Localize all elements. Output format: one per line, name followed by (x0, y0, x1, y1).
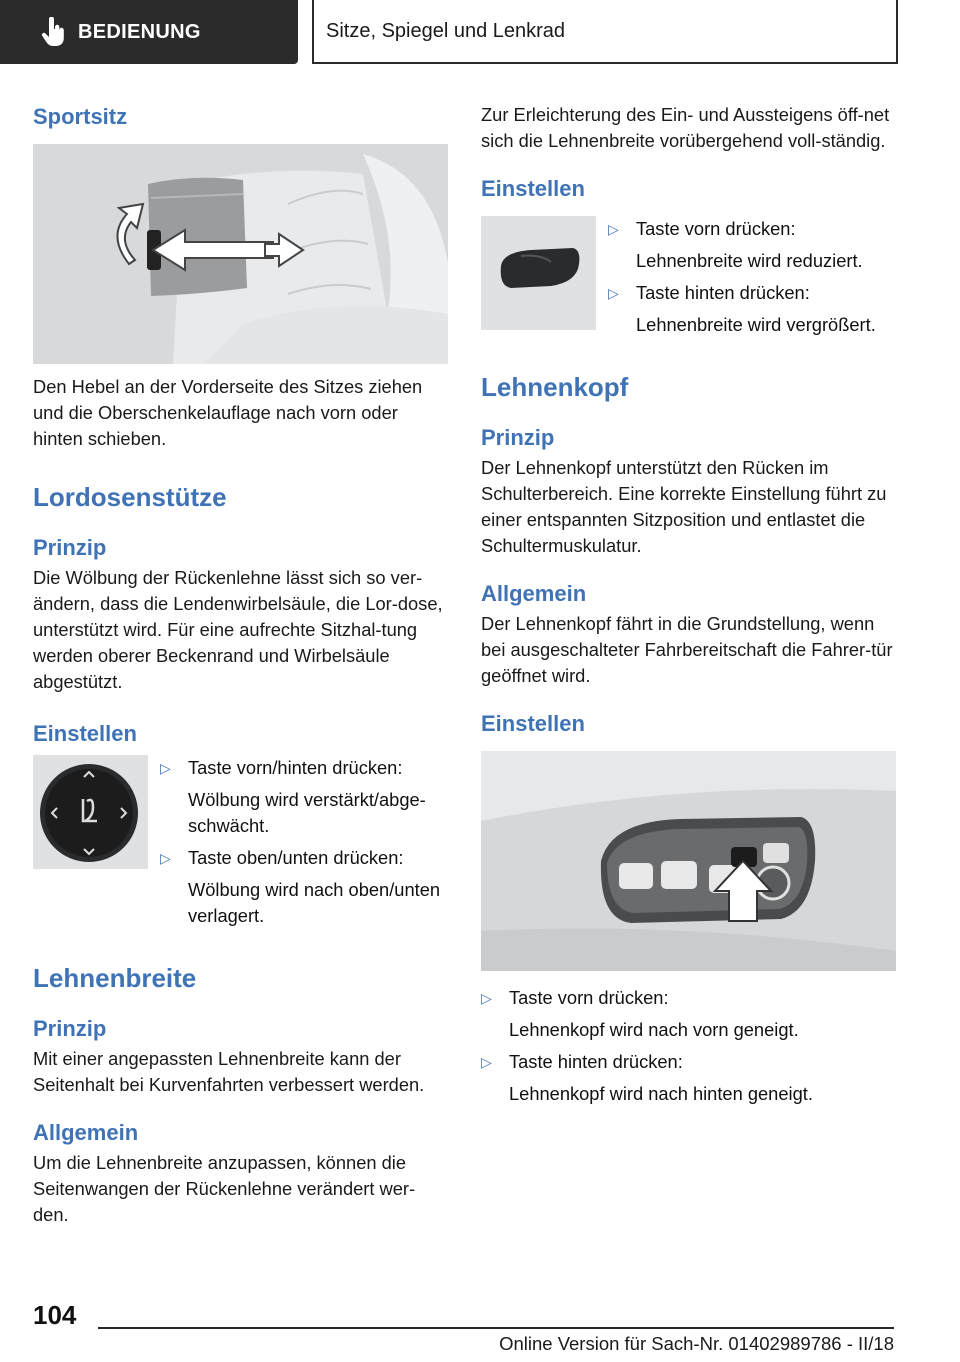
lehnenbreite-prinzip-heading: Prinzip (33, 1016, 107, 1041)
sportsitz-text: Den Hebel an der Vorderseite des Sitzes ziehen und die Oberschenkelauflage nach vorn oder hinten schieben. (33, 376, 423, 449)
list-item (608, 280, 896, 306)
bullet-detail: Lehnenkopf wird nach vorn geneigt. (509, 1019, 799, 1040)
section-label: BEDIENUNG (78, 20, 201, 43)
footer-divider (98, 1327, 894, 1329)
bullet-triangle-icon: ▷ (608, 221, 619, 237)
bullet-detail: Lehnenbreite wird vergrößert. (636, 314, 876, 335)
bullet-label: Taste oben/unten drücken: (188, 847, 404, 868)
lehnenkopf-allgemein-text: Der Lehnenkopf fährt in die Grundstellung, wenn bei ausgeschalteter Fahrbereitschaft die Fahrer‐tür geöffnet wird. (481, 613, 893, 686)
lordose-bullets (160, 755, 448, 929)
bullet-triangle-icon: ▷ (481, 990, 492, 1006)
breite-bullets (608, 216, 896, 338)
lehnenbreite-prinzip-text: Mit einer angepassten Lehnenbreite kann der Seitenhalt bei Kurvenfahrten verbessert werden. (33, 1048, 425, 1095)
lehnenbreite-allgemein-text: Um die Lehnenbreite anzupassen, können die Seitenwangen der Rückenlehne verändert wer‐den. (33, 1152, 416, 1225)
bullet-label: Taste vorn drücken: (509, 987, 669, 1008)
bullet-label: Taste hinten drücken: (636, 282, 810, 303)
bullet-detail: Wölbung wird nach oben/unten verlagert. (188, 879, 441, 926)
lehnenkopf-einstellen-heading: Einstellen (481, 711, 585, 736)
lordose-einstellen-heading: Einstellen (33, 721, 137, 746)
intro-text: Zur Erleichterung des Ein- und Aussteigens öff‐net sich die Lehnenbreite vorübergehend voll‐ständig. (481, 104, 890, 151)
left-column (33, 96, 448, 1228)
bullet-detail: Lehnenbreite wird reduziert. (636, 250, 863, 271)
breite-einstellen-heading: Einstellen (481, 176, 585, 201)
sportsitz-photo (33, 144, 448, 364)
bullet-triangle-icon: ▷ (481, 1054, 492, 1070)
list-item (608, 216, 896, 242)
bullet-label: Taste vorn/hinten drücken: (188, 757, 403, 778)
lordose-einstellen-block (33, 755, 448, 929)
lordose-prinzip-heading: Prinzip (33, 535, 107, 560)
sportsitz-heading: Sportsitz (33, 104, 128, 129)
lordose-prinzip-text: Die Wölbung der Rückenlehne lässt sich so ver‐ändern, dass die Lendenwirbelsäule, die Lor‐dose, unterstützt wird. Für eine aufrechte Sitzhal‐tung werden oberer Beckenrand und Wirbelsäule abgestützt. (33, 567, 443, 692)
bullet-label: Taste hinten drücken: (509, 1051, 683, 1072)
lehnenkopf-bullets (481, 985, 896, 1107)
lordose-heading: Lordosenstütze (33, 482, 227, 512)
online-version-text: Online Version für Sach-Nr. 01402989786 - II/18 (499, 1333, 894, 1354)
chapter-title: Sitze, Spiegel und Lenkrad (326, 19, 566, 42)
bullet-triangle-icon: ▷ (160, 850, 171, 866)
chapter-tab (312, 0, 898, 64)
lordose-switch-image (33, 755, 148, 869)
page-header (0, 0, 960, 66)
list-item (160, 845, 448, 871)
bullet-triangle-icon: ▷ (608, 285, 619, 301)
bullet-label: Taste vorn drücken: (636, 218, 796, 239)
bullet-detail: Wölbung wird verstärkt/abge‐schwächt. (188, 789, 426, 836)
right-column (481, 96, 896, 1107)
lehnenkopf-heading: Lehnenkopf (481, 372, 629, 402)
bullet-triangle-icon: ▷ (160, 760, 171, 776)
list-item (481, 985, 896, 1011)
breite-switch-image (481, 216, 596, 330)
lehnenbreite-allgemein-heading: Allgemein (33, 1120, 139, 1145)
list-item (481, 1049, 896, 1075)
seat-control-photo (481, 751, 896, 971)
bullet-detail: Lehnenkopf wird nach hinten geneigt. (509, 1083, 813, 1104)
list-item (160, 755, 448, 781)
breite-einstellen-block (481, 216, 896, 338)
section-tab (0, 0, 298, 64)
lehnenkopf-prinzip-text: Der Lehnenkopf unterstützt den Rücken im Schulterbereich. Eine korrekte Einstellung führt zu einer entspannten Sitzposition und entlastet die Schultermuskulatur. (481, 457, 887, 556)
lehnenkopf-prinzip-heading: Prinzip (481, 425, 555, 450)
lehnenbreite-heading: Lehnenbreite (33, 963, 197, 993)
lehnenkopf-allgemein-heading: Allgemein (481, 581, 587, 606)
page-number: 104 (33, 1300, 77, 1330)
hand-pointer-icon (34, 12, 74, 52)
